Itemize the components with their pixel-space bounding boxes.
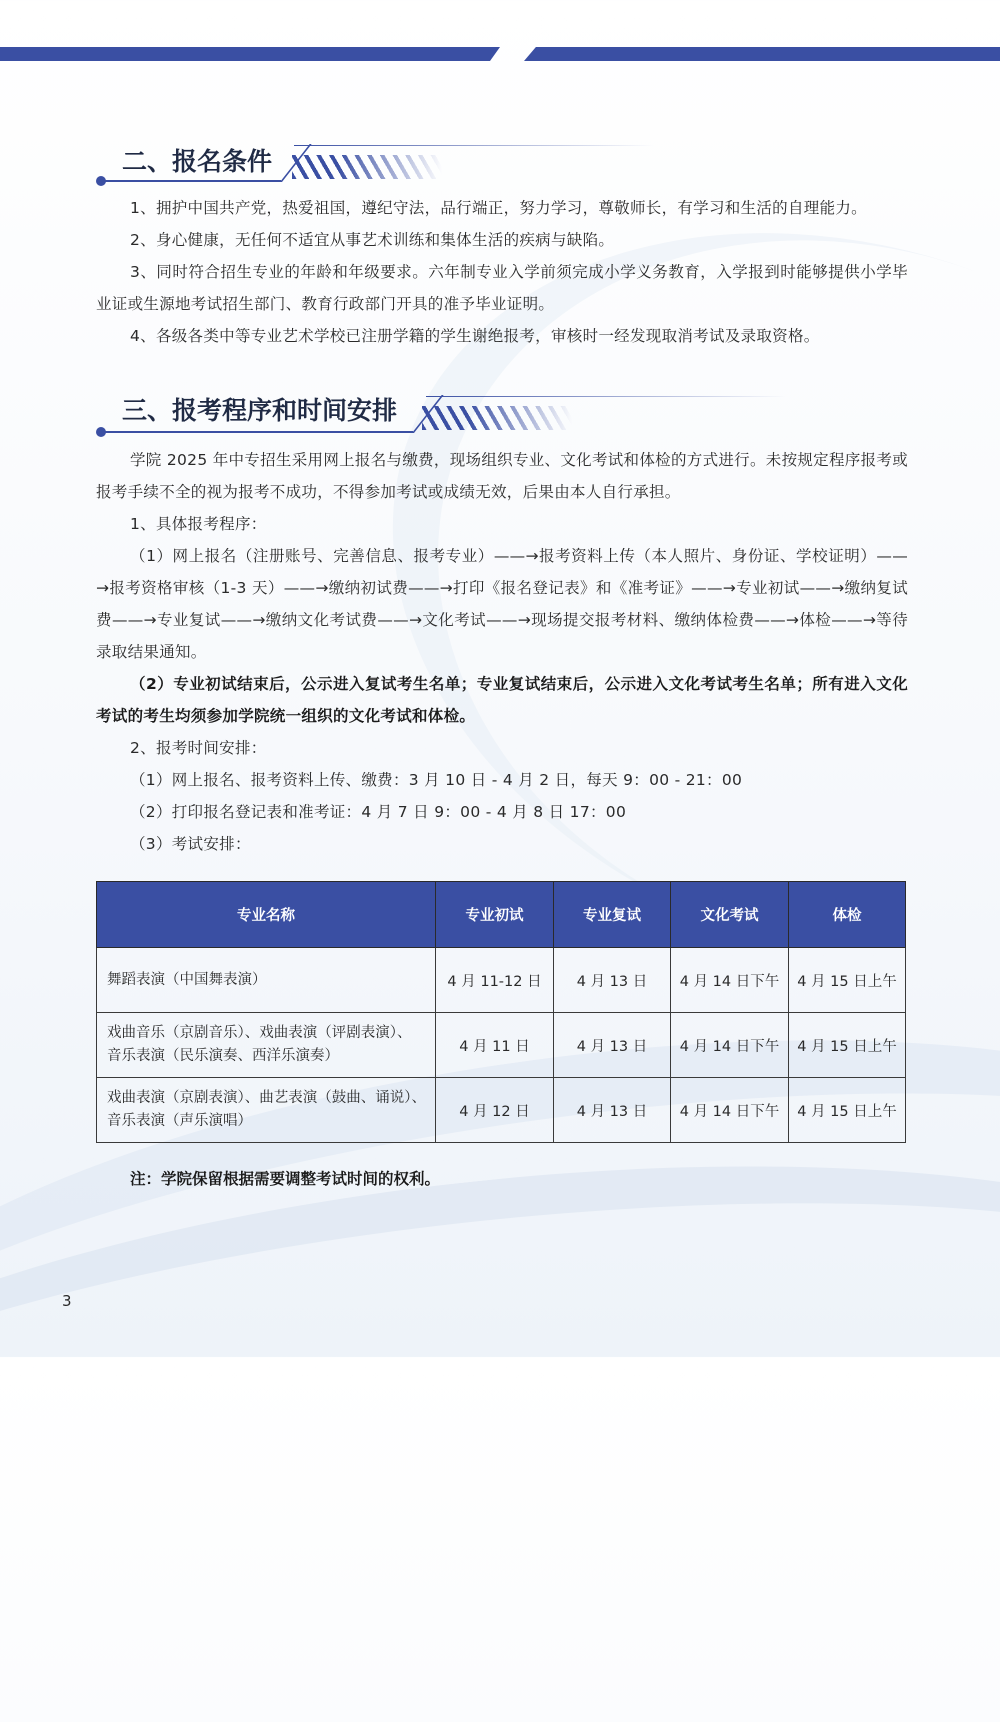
culture-exam-cell: 4 月 14 日下午 — [671, 1013, 789, 1078]
heading-topline — [426, 396, 786, 397]
intro-paragraph: 学院 2025 年中专招生采用网上报名与缴费，现场组织专业、文化考试和体检的方式进行。未按规定程序报考或报考手续不全的视为报考不成功，不得参加考试或成绩无效，后果由本人自行承担。 — [96, 451, 908, 501]
heading-stripes — [422, 406, 572, 430]
condition-item: 3、同时符合招生专业的年龄和年级要求。六年制专业入学前须完成小学义务教育，入学报到时能够提供小学毕业证或生源地考试招生部门、教育行政部门开具的准予毕业证明。 — [96, 263, 908, 313]
major-name-line: 音乐表演（民乐演奏、西洋乐演奏） — [107, 1048, 339, 1064]
exam-schedule-table — [96, 881, 906, 1143]
retest-date-cell: 4 月 13 日 — [554, 948, 671, 1013]
table-row — [97, 1013, 906, 1078]
procedure-step-2: （2）专业初试结束后，公示进入复试考生名单；专业复试结束后，公示进入文化考试考生名单；所有进入文化考试的考生均须参加学院统一组织的文化考试和体检。 — [96, 675, 908, 725]
section-title: 三、报考程序和时间安排 — [122, 396, 398, 425]
section-heading — [96, 389, 816, 449]
header-bar-right — [524, 47, 1000, 61]
header-bar-left — [0, 47, 500, 61]
column-header: 专业名称 — [97, 882, 436, 948]
condition-item: 1、拥护中国共产党，热爱祖国，遵纪守法，品行端正，努力学习，尊敬师长，有学习和生活的自理能力。 — [130, 199, 867, 217]
physical-exam-cell: 4 月 15 日上午 — [789, 1078, 906, 1143]
major-name-line: 戏曲表演（京剧表演）、曲艺表演（鼓曲、诵说）、 — [107, 1090, 426, 1106]
schedule-heading: 2、报考时间安排： — [130, 739, 267, 757]
schedule-item: （2）打印报名登记表和准考证：4 月 7 日 9：00 - 4 月 8 日 17：00 — [130, 803, 627, 821]
major-name-line: 音乐表演（声乐演唱） — [107, 1113, 252, 1129]
culture-exam-cell: 4 月 14 日下午 — [671, 1078, 789, 1143]
retest-date-cell: 4 月 13 日 — [554, 1013, 671, 1078]
condition-item: 4、各级各类中等专业艺术学校已注册学籍的学生谢绝报考，审核时一经发现取消考试及录取资格。 — [130, 327, 820, 345]
section-heading — [96, 140, 696, 200]
table-header-row — [97, 882, 906, 948]
footnote: 注：学院保留根据需要调整考试时间的权利。 — [130, 1170, 441, 1188]
culture-exam-cell: 4 月 14 日下午 — [671, 948, 789, 1013]
procedure-step-1: （1）网上报名（注册账号、完善信息、报考专业）——→报考资料上传（本人照片、身份证、学校证明）——→报考资格审核（1-3 天）——→缴纳初试费——→打印《报名登记表》和《准考证》——→专业初试——→缴纳复试费——→专业复试——→缴纳文化考试费——→文化考试——→现场提交报考材料、缴纳体检费——→体检——→等待录取结果通知。 — [96, 547, 908, 661]
schedule-item: （1）网上报名、报考资料上传、缴费：3 月 10 日 - 4 月 2 日，每天 9：00 - 21：00 — [130, 771, 743, 789]
table-row — [97, 1078, 906, 1143]
heading-underline — [101, 431, 413, 433]
heading-stripes — [292, 155, 442, 179]
physical-exam-cell: 4 月 15 日上午 — [789, 1013, 906, 1078]
major-name-line: 舞蹈表演（中国舞表演） — [107, 971, 267, 988]
column-header: 专业初试 — [436, 882, 554, 948]
procedure-heading: 1、具体报考程序： — [130, 515, 267, 533]
prelim-date-cell: 4 月 11 日 — [436, 1013, 554, 1078]
major-name-cell — [97, 948, 436, 1013]
prelim-date-cell: 4 月 12 日 — [436, 1078, 554, 1143]
heading-topline — [294, 145, 654, 146]
prelim-date-cell: 4 月 11-12 日 — [436, 948, 554, 1013]
section-title: 二、报名条件 — [122, 147, 273, 176]
major-name-line: 戏曲音乐（京剧音乐）、戏曲表演（评剧表演）、 — [107, 1025, 412, 1041]
physical-exam-cell: 4 月 15 日上午 — [789, 948, 906, 1013]
column-header: 文化考试 — [671, 882, 789, 948]
major-name-cell — [97, 1013, 436, 1078]
column-header: 专业复试 — [554, 882, 671, 948]
condition-item: 2、身心健康，无任何不适宜从事艺术训练和集体生活的疾病与缺陷。 — [130, 231, 615, 249]
heading-underline — [101, 180, 281, 182]
page-number: 3 — [62, 1292, 72, 1310]
schedule-item: （3）考试安排： — [130, 835, 251, 853]
table-row — [97, 948, 906, 1013]
retest-date-cell: 4 月 13 日 — [554, 1078, 671, 1143]
major-name-cell — [97, 1078, 436, 1143]
column-header: 体检 — [789, 882, 906, 948]
